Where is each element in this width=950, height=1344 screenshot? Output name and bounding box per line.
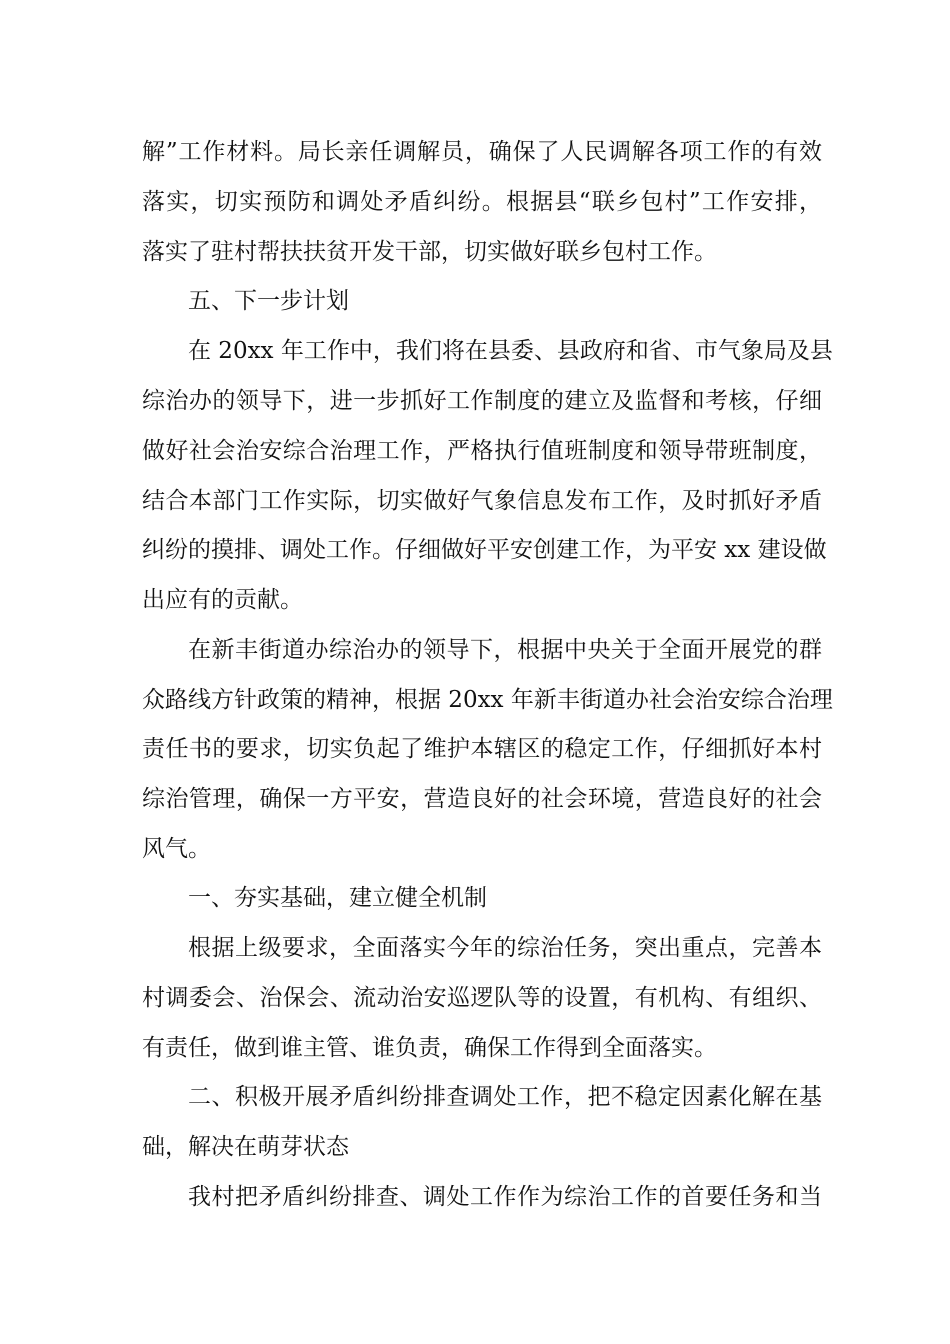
text-line: 落实，切实预防和调处矛盾纠纷。根据县“联乡包村”工作安排，	[142, 189, 822, 215]
text-line: 在 20xx 年工作中，我们将在县委、县政府和省、市气象局及县	[188, 338, 833, 364]
text-line: 综治管理，确保一方平安，营造良好的社会环境，营造良好的社会	[142, 786, 822, 812]
text-line: 在新丰街道办综治办的领导下，根据中央关于全面开展党的群	[188, 637, 822, 663]
text-line: 村调委会、治保会、流动治安巡逻队等的设置，有机构、有组织、	[142, 985, 822, 1011]
section-heading: 一、夯实基础，建立健全机制	[188, 885, 487, 911]
section-heading: 础，解决在萌芽状态	[142, 1134, 349, 1160]
text-line: 解”工作材料。局长亲任调解员，确保了人民调解各项工作的有效	[142, 139, 822, 165]
text-line: 纠纷的摸排、调处工作。仔细做好平安创建工作，为平安 xx 建设做	[142, 537, 827, 563]
section-heading: 五、下一步计划	[188, 288, 349, 314]
text-line: 根据上级要求，全面落实今年的综治任务，突出重点，完善本	[188, 935, 822, 961]
text-line: 有责任，做到谁主管、谁负责，确保工作得到全面落实。	[142, 1035, 717, 1061]
text-line: 做好社会治安综合治理工作，严格执行值班制度和领导带班制度，	[142, 438, 822, 464]
text-line: 落实了驻村帮扶扶贫开发干部，切实做好联乡包村工作。	[142, 239, 717, 265]
section-heading: 二、积极开展矛盾纠纷排查调处工作，把不稳定因素化解在基	[188, 1084, 822, 1110]
text-line: 出应有的贡献。	[142, 587, 303, 613]
text-line: 综治办的领导下，进一步抓好工作制度的建立及监督和考核，仔细	[142, 388, 822, 414]
text-line: 风气。	[142, 836, 211, 862]
text-line: 结合本部门工作实际，切实做好气象信息发布工作，及时抓好矛盾	[142, 488, 822, 514]
text-line: 我村把矛盾纠纷排查、调处工作作为综治工作的首要任务和当	[188, 1184, 822, 1210]
text-line: 众路线方针政策的精神，根据 20xx 年新丰街道办社会治安综合治理	[142, 687, 833, 713]
text-line: 责任书的要求，切实负起了维护本辖区的稳定工作，仔细抓好本村	[142, 736, 822, 762]
